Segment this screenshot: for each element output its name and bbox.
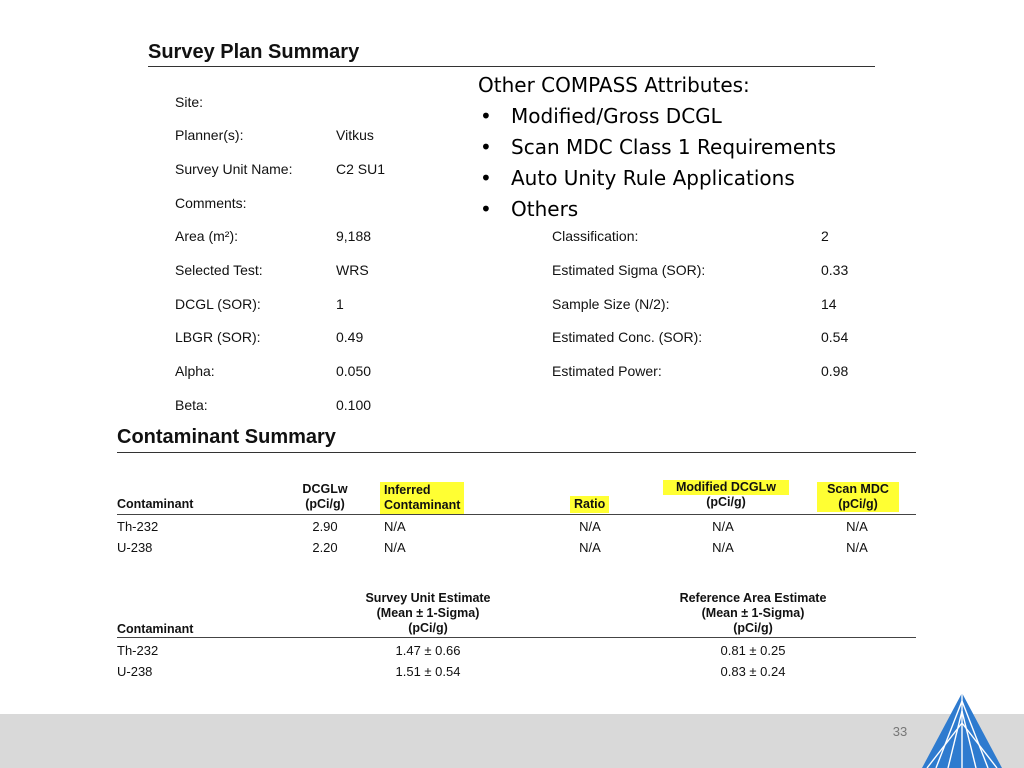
field-label-estimated-conc: Estimated Conc. (SOR): — [552, 329, 703, 345]
cell-dcglw: 2.20 — [312, 540, 338, 555]
field-value-planner: Vitkus — [336, 127, 374, 143]
pyramid-logo-icon — [922, 693, 1002, 768]
field-label-beta: Beta: — [175, 397, 208, 413]
field-value-estimated-conc: 0.54 — [821, 329, 849, 345]
header-survey-unit-estimate — [328, 591, 528, 636]
header-modified-dcglw — [663, 480, 789, 510]
field-label-classification: Classification: — [552, 228, 639, 244]
survey-plan-rule — [148, 66, 875, 67]
field-label-alpha: Alpha: — [175, 363, 215, 379]
attributes-heading: Other COMPASS Attributes: — [478, 73, 750, 97]
field-label-site: Site: — [175, 94, 204, 110]
attribute-item: • Modified/Gross DCGL — [478, 101, 878, 132]
header-reference-area-estimate — [643, 591, 863, 636]
slide-footer-band — [0, 714, 1024, 768]
field-label-lbgr: LBGR (SOR): — [175, 329, 261, 345]
field-value-beta: 0.100 — [336, 397, 372, 413]
header-inferred-contaminant — [380, 482, 464, 514]
field-value-alpha: 0.050 — [336, 363, 372, 379]
header-su-line2: (Mean ± 1-Sigma) — [376, 606, 480, 620]
cell-reference-area-estimate: 0.81 ± 0.25 — [720, 643, 786, 658]
field-value-estimated-power: 0.98 — [821, 363, 849, 379]
field-label-planner: Planner(s): — [175, 127, 244, 143]
cell-modified: N/A — [712, 540, 734, 555]
field-label-sample-size: Sample Size (N/2): — [552, 296, 670, 312]
attribute-item: • Scan MDC Class 1 Requirements — [478, 132, 878, 163]
attributes-list — [478, 101, 878, 225]
field-value-estimated-sigma: 0.33 — [821, 262, 849, 278]
field-value-classification: 2 — [821, 228, 829, 244]
cell-inferred: N/A — [384, 540, 406, 555]
estimate-table-header-rule — [117, 637, 916, 638]
cell-scan: N/A — [846, 540, 868, 555]
header-scan-line1: Scan MDC — [827, 482, 889, 496]
field-value-lbgr: 0.49 — [336, 329, 364, 345]
header-dcglw-line1: DCGLw — [302, 482, 348, 496]
page-number: 33 — [892, 724, 908, 739]
cell-modified: N/A — [712, 519, 734, 534]
survey-plan-title: Survey Plan Summary — [148, 41, 360, 63]
header-dcglw — [285, 482, 365, 512]
field-value-selected-test: WRS — [336, 262, 369, 278]
header-dcglw-line2: (pCi/g) — [305, 497, 345, 511]
field-value-survey-unit-name: C2 SU1 — [336, 161, 386, 177]
header-inferred-line2: Contaminant — [384, 498, 461, 512]
cell-ratio: N/A — [579, 540, 601, 555]
header-ref-line2: (Mean ± 1-Sigma) — [701, 606, 805, 620]
compass-attributes-callout — [478, 70, 878, 225]
header-su-line1: Survey Unit Estimate — [365, 591, 491, 605]
header-ref-line1: Reference Area Estimate — [679, 591, 827, 605]
header-ref-line3: (pCi/g) — [733, 621, 773, 635]
header-scan-mdc — [817, 482, 899, 512]
header-modified-line1: Modified DCGLw — [663, 480, 789, 495]
cell-scan: N/A — [846, 519, 868, 534]
header-su-line3: (pCi/g) — [408, 621, 448, 635]
field-value-area: 9,188 — [336, 228, 372, 244]
field-label-selected-test: Selected Test: — [175, 262, 263, 278]
field-value-sample-size: 14 — [821, 296, 837, 312]
cell-inferred: N/A — [384, 519, 406, 534]
field-label-estimated-power: Estimated Power: — [552, 363, 662, 379]
header-inferred-line1: Inferred — [384, 483, 431, 497]
cell-contaminant: U-238 — [117, 664, 153, 679]
field-label-estimated-sigma: Estimated Sigma (SOR): — [552, 262, 706, 278]
cell-survey-unit-estimate: 1.47 ± 0.66 — [395, 643, 461, 658]
header-ratio: Ratio — [570, 496, 609, 513]
header-scan-line2: (pCi/g) — [838, 497, 878, 511]
attribute-item: • Auto Unity Rule Applications — [478, 163, 878, 194]
cell-survey-unit-estimate: 1.51 ± 0.54 — [395, 664, 461, 679]
contaminant-table-header-rule — [117, 514, 916, 515]
contaminant-summary-rule — [117, 452, 916, 453]
contaminant-summary-title: Contaminant Summary — [117, 426, 336, 448]
field-label-area: Area (m²): — [175, 228, 238, 244]
cell-dcglw: 2.90 — [312, 519, 338, 534]
field-value-dcgl: 1 — [336, 296, 344, 312]
field-label-survey-unit-name: Survey Unit Name: — [175, 161, 293, 177]
field-label-dcgl: DCGL (SOR): — [175, 296, 261, 312]
header-modified-line2: (pCi/g) — [706, 495, 746, 509]
header-contaminant-2: Contaminant — [117, 622, 194, 636]
header-contaminant: Contaminant — [117, 497, 194, 511]
attribute-item: • Others — [478, 194, 878, 225]
cell-ratio: N/A — [579, 519, 601, 534]
cell-reference-area-estimate: 0.83 ± 0.24 — [720, 664, 786, 679]
field-label-comments: Comments: — [175, 195, 247, 211]
cell-contaminant: Th-232 — [117, 519, 159, 534]
cell-contaminant: Th-232 — [117, 643, 159, 658]
cell-contaminant: U-238 — [117, 540, 153, 555]
